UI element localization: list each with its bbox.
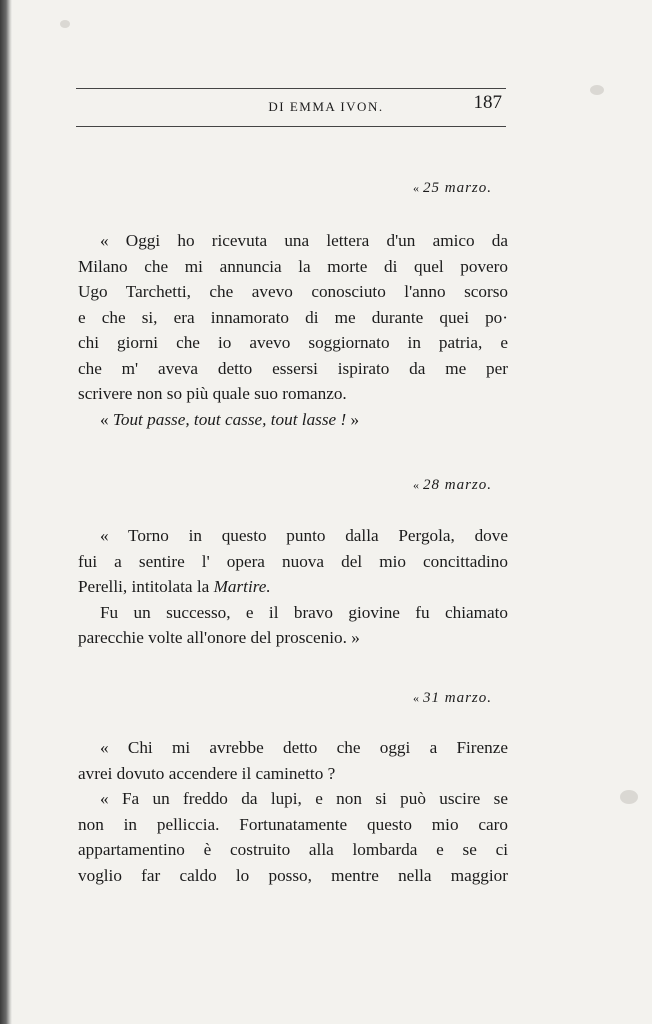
dateline-quote-mark: « xyxy=(412,478,420,492)
header-rule-top xyxy=(76,88,506,89)
text-line: scrivere non so più quale suo romanzo. xyxy=(78,384,347,403)
dateline-text: 25 marzo. xyxy=(422,180,492,196)
text-line: che m' aveva detto essersi ispirato da me per xyxy=(78,358,508,378)
dateline-text: 28 marzo. xyxy=(422,477,492,493)
quote-close: » xyxy=(350,409,360,429)
text-line: e che si, era innamorato di me durante quei po· xyxy=(78,307,508,327)
dateline-text: 31 marzo. xyxy=(422,690,492,706)
quote-open: « xyxy=(100,409,109,429)
text-line: « Torno in questo punto dalla Pergola, dove xyxy=(100,526,508,545)
opera-title-italic: Martire. xyxy=(213,577,271,596)
entry-31-marzo-body xyxy=(78,735,508,888)
text-line: « Fa un freddo da lupi, e non si può uscire se xyxy=(100,789,508,808)
text-line: avrei dovuto accendere il caminetto ? xyxy=(78,763,336,783)
text-line: chi giorni che io avevo soggiornato in patria, e xyxy=(78,333,508,352)
quote-italic-text: Tout passe, tout casse, tout lasse ! xyxy=(112,409,347,429)
paper-speck xyxy=(60,20,70,28)
text-line: Ugo Tarchetti, che avevo conosciuto l'anno scorso xyxy=(78,282,508,301)
text-line: Fu un successo, e il bravo giovine fu chiamato xyxy=(100,602,508,622)
text-line: appartamentino è costruito alla lombarda e se ci xyxy=(78,840,508,859)
dateline-25-marzo xyxy=(413,180,492,197)
text-line: « Chi mi avrebbe detto che oggi a Firenze xyxy=(100,738,508,757)
running-title: DI EMMA IVON. xyxy=(268,99,384,114)
paper-speck xyxy=(620,790,638,804)
entry-28-marzo-body xyxy=(78,523,508,651)
text-line: Milano che mi annuncia la morte di quel povero xyxy=(78,256,508,276)
text-line: parecchie volte all'onore del proscenio. » xyxy=(78,628,360,647)
dateline-28-marzo xyxy=(413,477,492,494)
dateline-31-marzo xyxy=(413,690,492,707)
page-number: 187 xyxy=(473,92,502,113)
text-line xyxy=(78,574,508,600)
page-binding-edge xyxy=(0,0,12,1024)
text-segment: Perelli, intitolata la xyxy=(78,577,210,596)
header-rule-bottom xyxy=(76,126,506,127)
text-line: fui a sentire l' opera nuova del mio concittadino xyxy=(78,551,508,571)
quote-line xyxy=(78,407,508,433)
paper-speck xyxy=(590,85,604,95)
text-line: non in pelliccia. Fortunatamente questo mio caro xyxy=(78,814,508,834)
text-line: « Oggi ho ricevuta una lettera d'un amico da xyxy=(100,231,508,250)
text-line: voglio far caldo lo posso, mentre nella maggior xyxy=(78,865,508,885)
entry-25-marzo-body xyxy=(78,228,508,432)
dateline-quote-mark: « xyxy=(412,181,420,195)
dateline-quote-mark: « xyxy=(412,691,420,705)
